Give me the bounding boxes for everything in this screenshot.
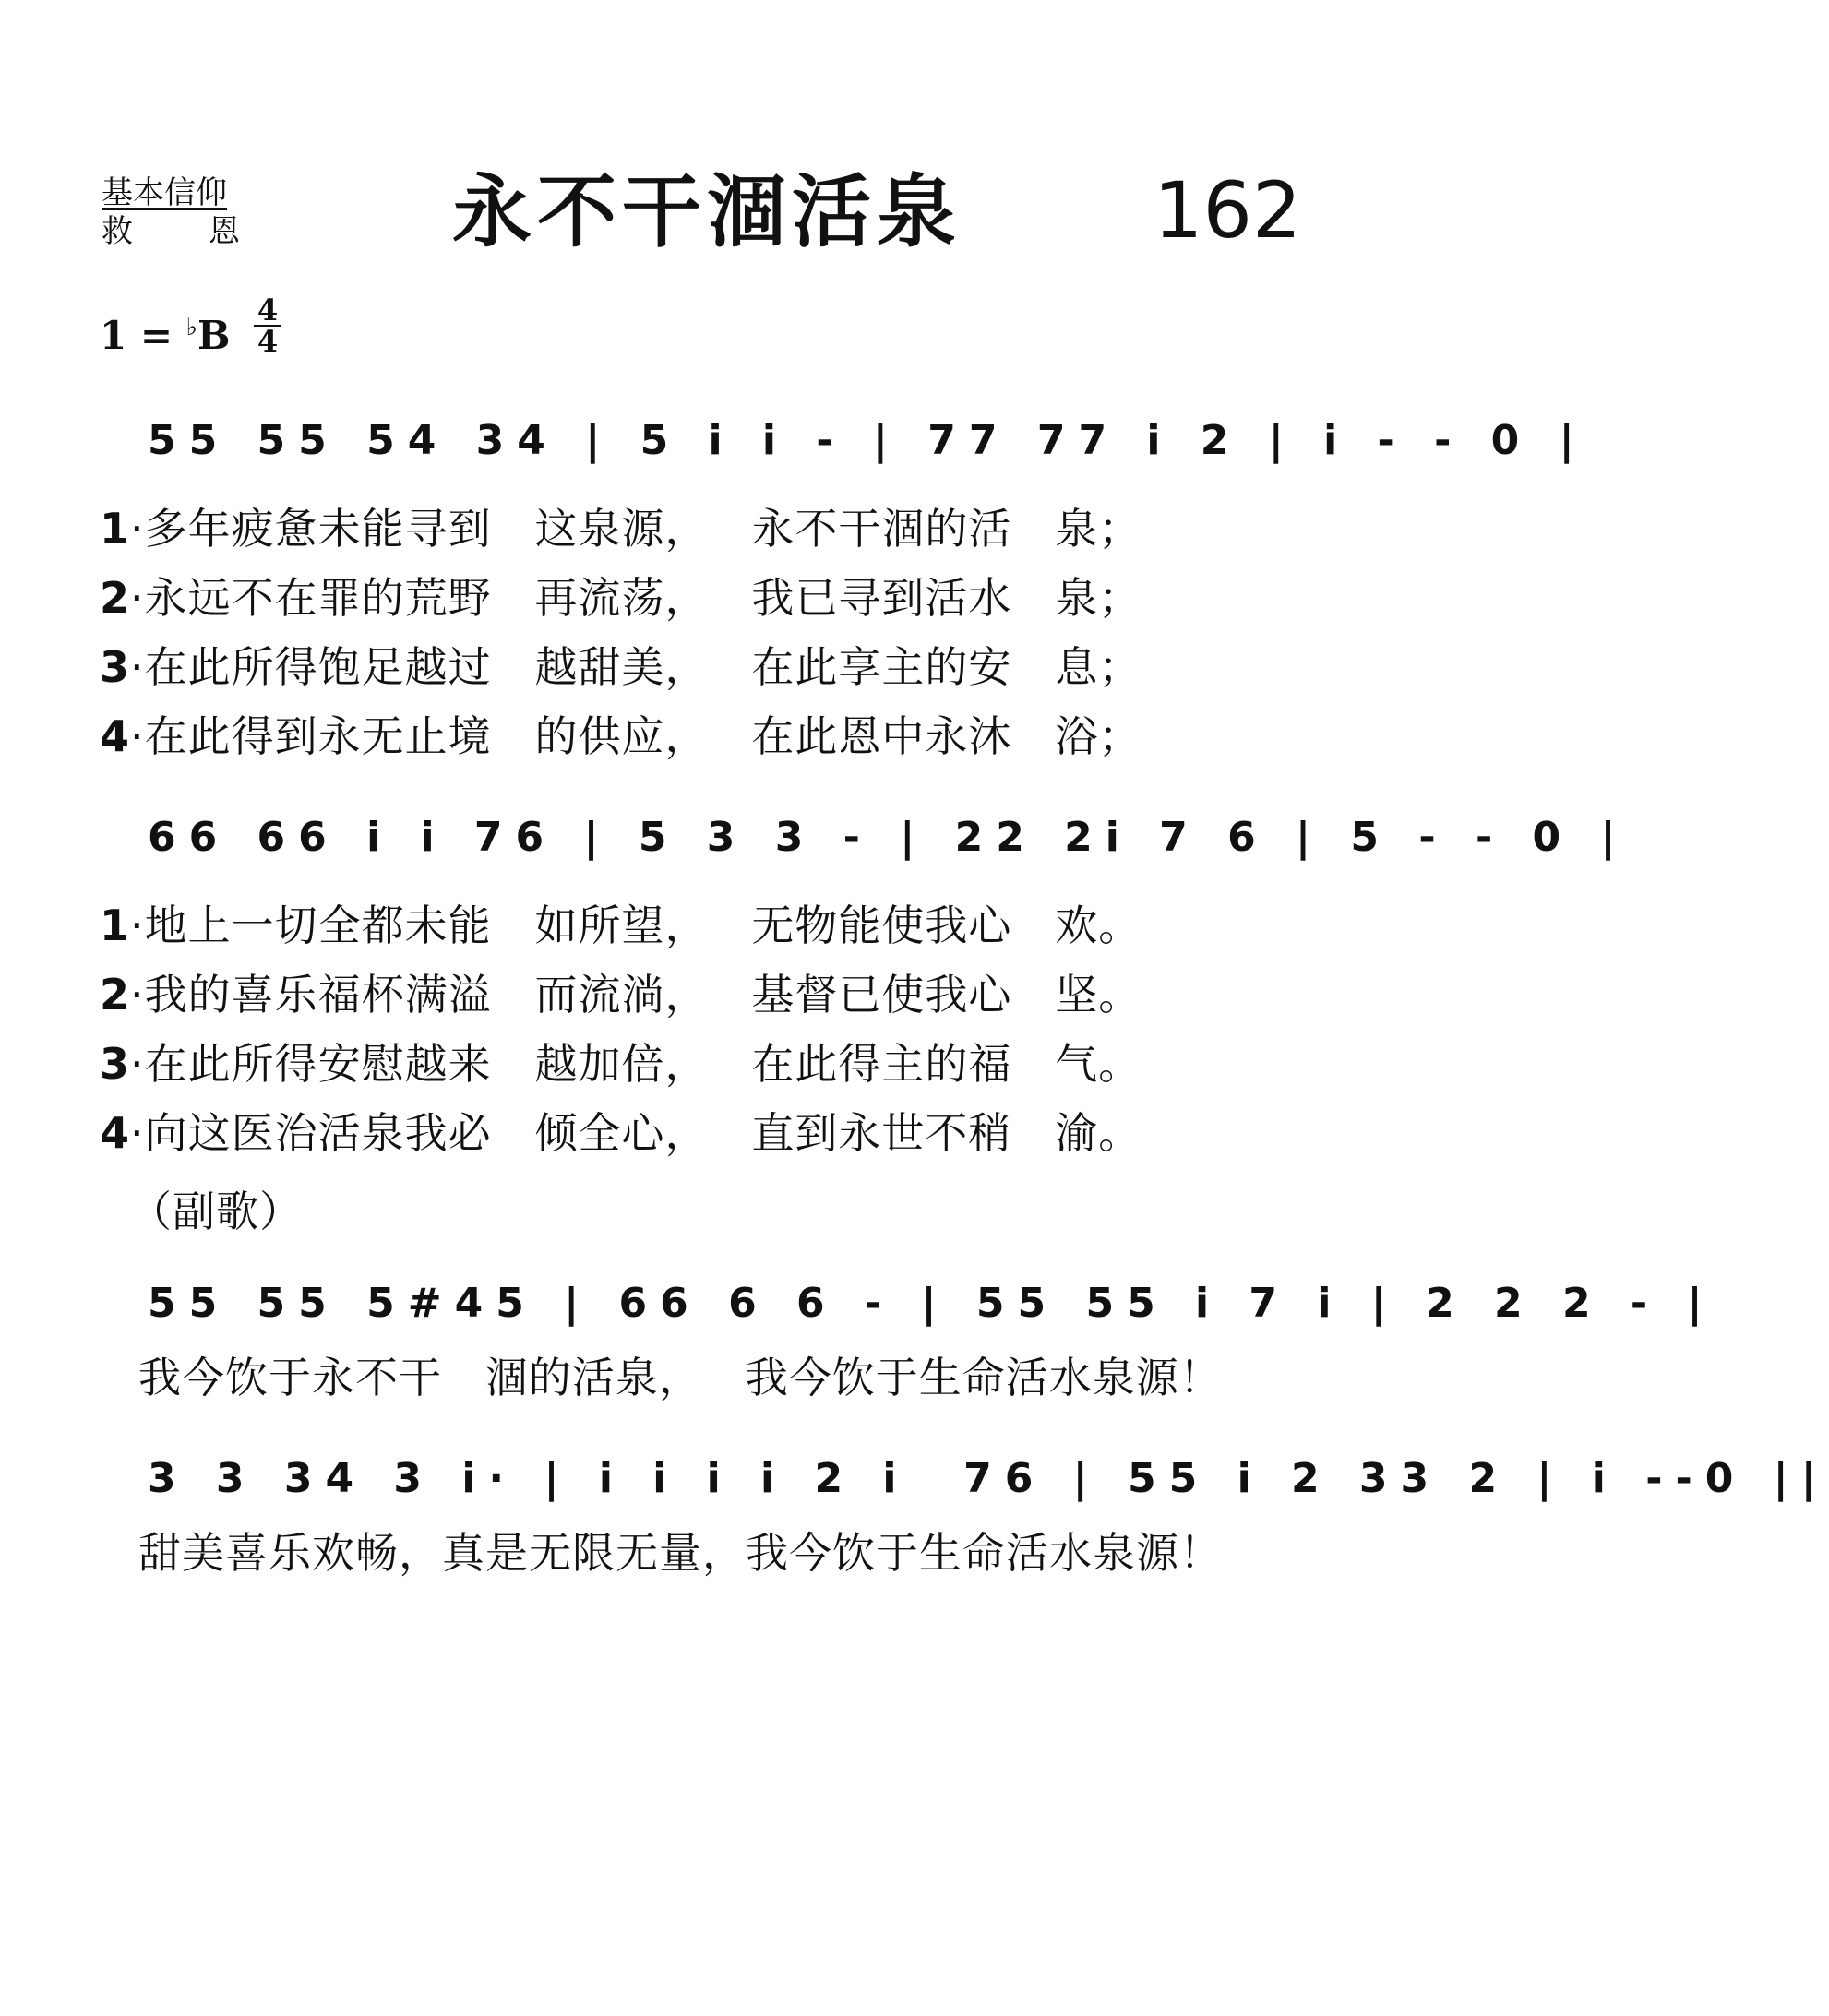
- verse-line: [100, 503, 1142, 555]
- hymn-number: 162: [1154, 165, 1302, 256]
- verse-text: ·在此所得安慰越来 越加倍， 在此得主的福 气。: [130, 1039, 1142, 1089]
- verse-number: 1: [100, 901, 131, 950]
- time-signature-top: 4: [254, 295, 281, 327]
- verse-line: [100, 1107, 1142, 1159]
- refrain-line-2: 甜美喜乐欢畅，真是无限无量，我今饮于生命活水泉源！: [138, 1528, 1223, 1578]
- refrain-label: （副歌）: [129, 1187, 303, 1236]
- verse-line: [100, 900, 1142, 951]
- verse-number: 4: [100, 711, 131, 761]
- time-signature: [254, 292, 281, 359]
- verse-line: [100, 1038, 1142, 1090]
- verse-number: 3: [100, 642, 131, 692]
- key-signature: [100, 304, 230, 359]
- notation-line-1: 55 55 54 34 | 5 i i - | 77 77 i 2 | i - - 0 |: [148, 417, 1587, 464]
- flat-sign: ♭: [185, 314, 197, 341]
- refrain-line-1: 我今饮于永不干 涸的活泉， 我今饮于生命活水泉源！: [138, 1353, 1223, 1402]
- key-prefix: 1 =: [100, 313, 186, 358]
- subcategory-label: [102, 214, 240, 249]
- category-label: 基本信仰: [102, 174, 227, 211]
- verse-number: 2: [100, 970, 131, 1020]
- verse-text: ·地上一切全都未能 如所望， 无物能使我心 欢。: [130, 901, 1142, 950]
- verse-text: ·我的喜乐福杯满溢 而流淌， 基督已使我心 坚。: [130, 970, 1142, 1020]
- subcategory-char-2: 恩: [209, 213, 240, 250]
- verse-number: 1: [100, 504, 131, 554]
- verse-text: ·在此所得饱足越过 越甜美， 在此享主的安 息；: [130, 642, 1142, 692]
- verse-text: ·在此得到永无止境 的供应， 在此恩中永沐 浴；: [130, 711, 1142, 761]
- notation-line-3: 55 55 5#45 | 66 6 6 - | 55 55 i 7 i | 2 2 2 - |: [148, 1280, 1715, 1327]
- verse-number: 3: [100, 1039, 131, 1089]
- verse-line: [100, 969, 1142, 1020]
- verse-text: ·多年疲惫未能寻到 这泉源， 永不干涸的活 泉；: [130, 504, 1142, 554]
- hymn-title: 永不干涸活泉: [452, 166, 962, 258]
- verse-text: ·永远不在罪的荒野 再流荡， 我已寻到活水 泉；: [130, 573, 1142, 623]
- notation-line-2: 66 66 i i 76 | 5 3 3 - | 22 2i 7 6 | 5 - - 0 |: [148, 814, 1629, 861]
- verse-text: ·向这医治活泉我必 倾全心， 直到永世不稍 渝。: [130, 1108, 1142, 1158]
- verse-line: [100, 572, 1142, 624]
- verse-line: [100, 641, 1142, 693]
- verse-line: [100, 710, 1142, 762]
- verse-number: 4: [100, 1108, 131, 1158]
- notation-line-4: 3 3 34 3 i· | i i i i 2 i 76 | 55 i 2 33 2 | i --0 ||: [148, 1455, 1829, 1502]
- subcategory-char-1: 救: [102, 213, 133, 250]
- time-signature-bottom: 4: [257, 324, 279, 359]
- key-note: B: [197, 313, 231, 358]
- verse-number: 2: [100, 573, 131, 623]
